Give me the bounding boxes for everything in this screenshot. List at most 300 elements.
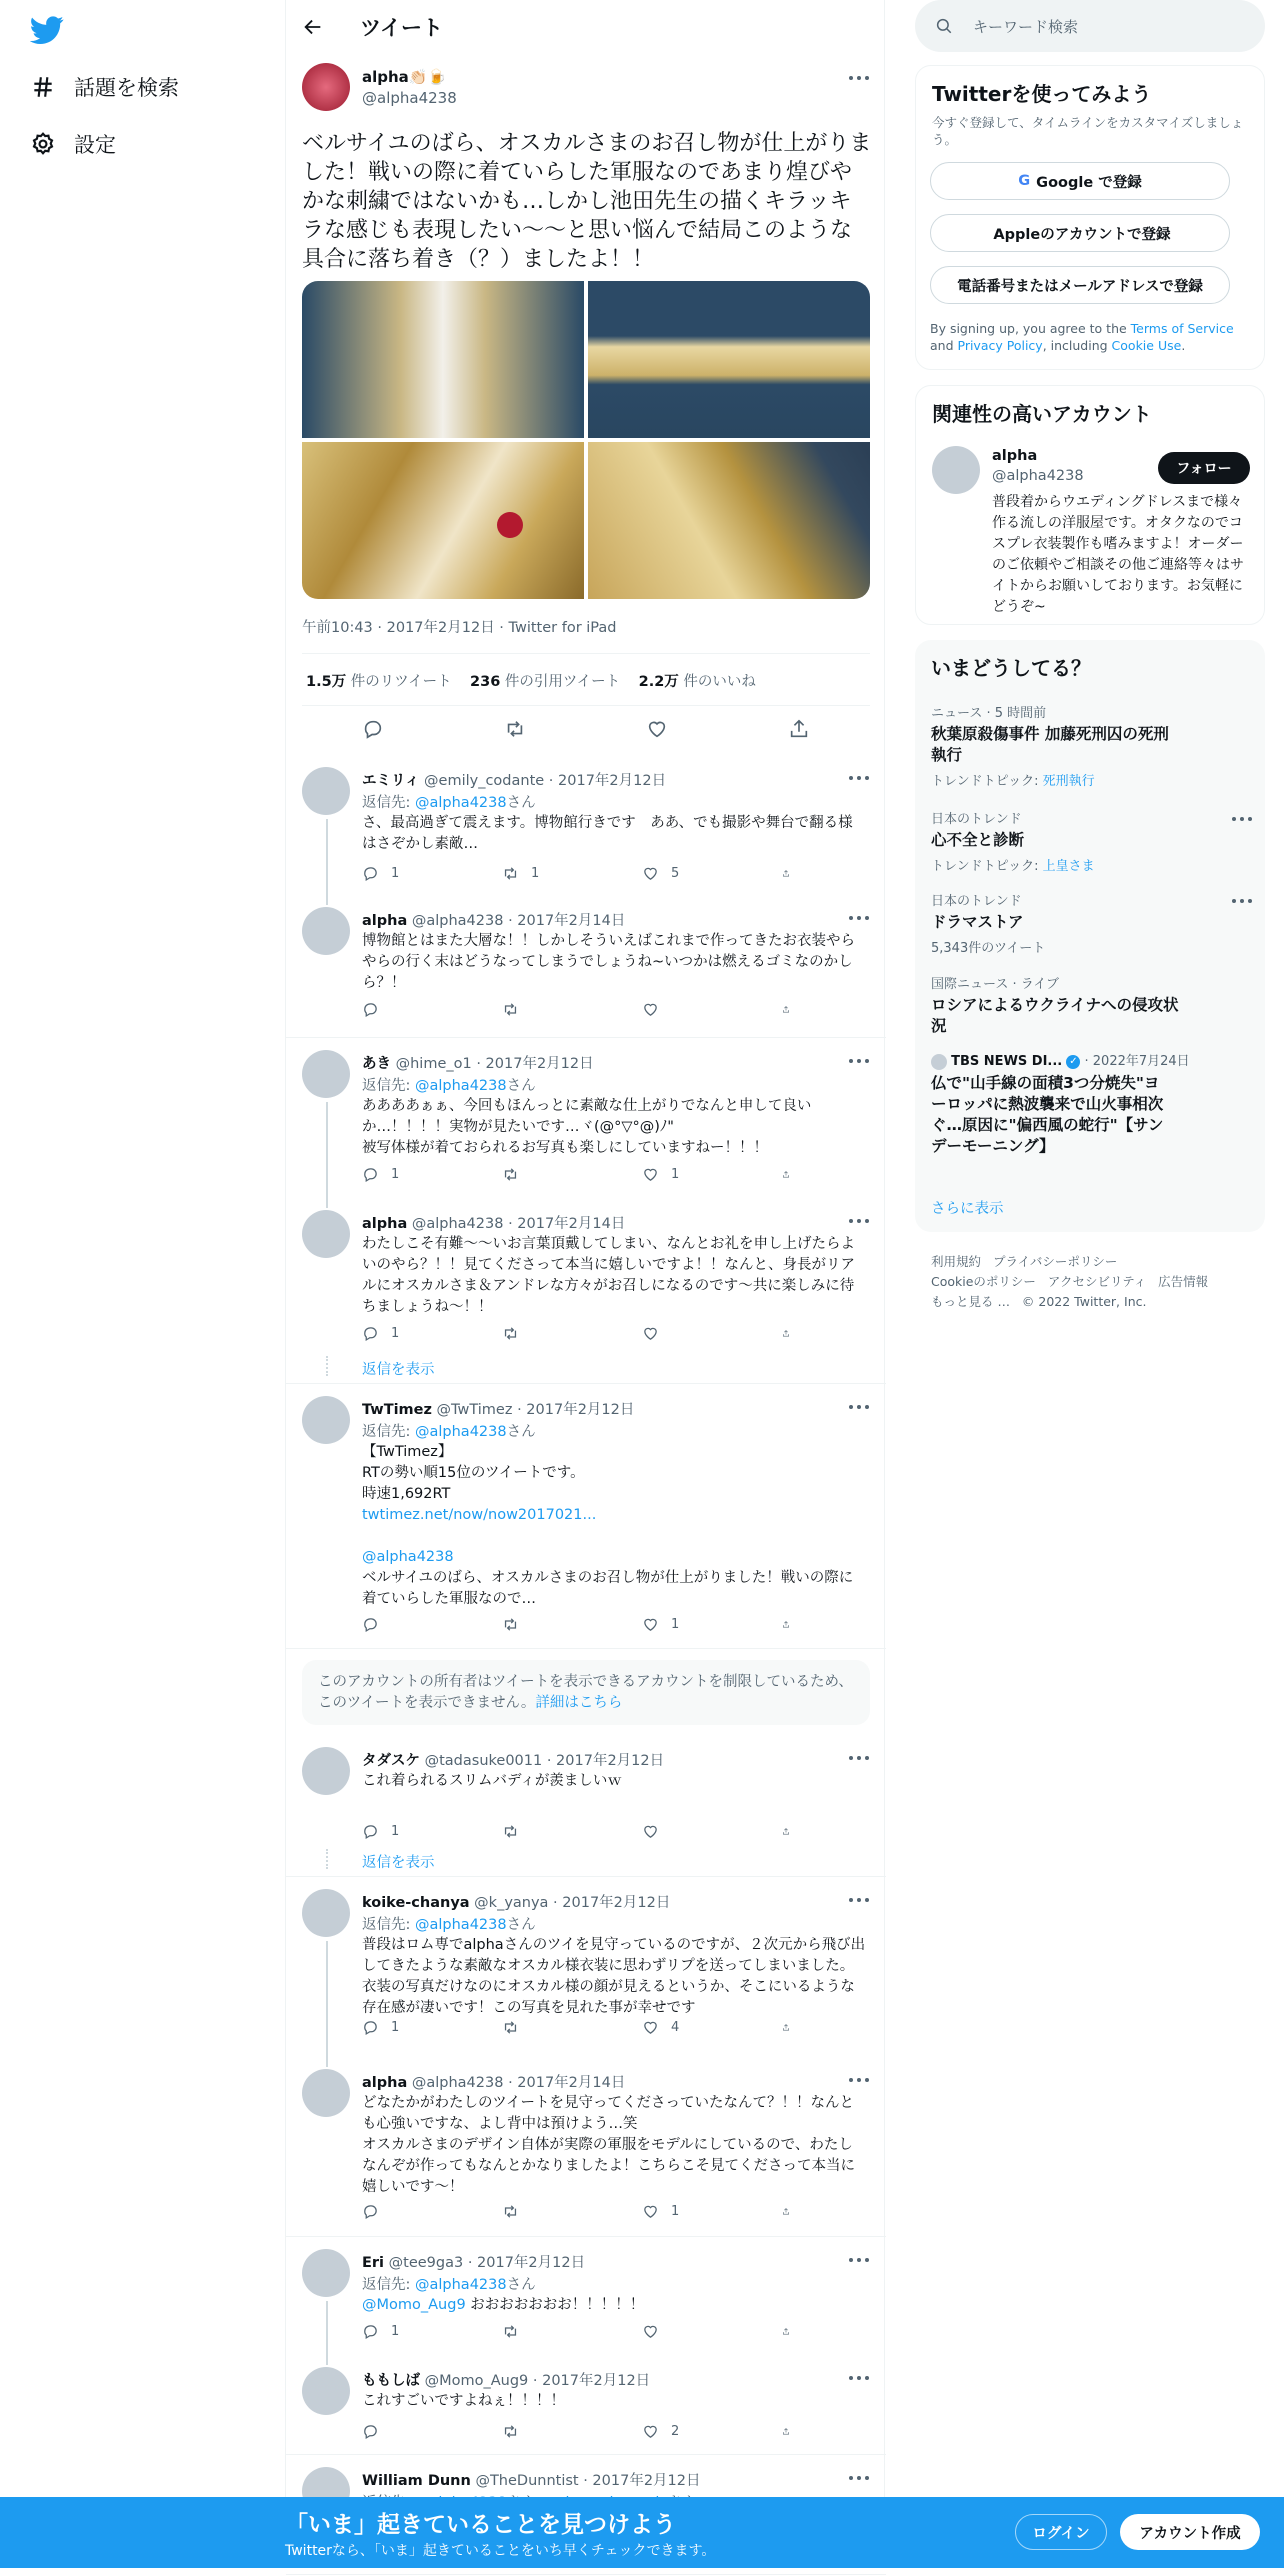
phone-signup-button[interactable] bbox=[930, 266, 1230, 304]
reply-meta[interactable]: @alpha4238 · 2017年2月14日 bbox=[411, 1216, 626, 1232]
like-count: 1 bbox=[671, 1166, 680, 1182]
reply-tweet[interactable] bbox=[286, 755, 886, 895]
quote-label: 件の引用ツイート bbox=[500, 674, 621, 690]
reply-author[interactable]: ももしば bbox=[362, 2373, 420, 2389]
related-bio: 普段着からウエディングドレスまで様々作る流しの洋服屋です。オタクなのでコスプレ衣装製作も嗜みますよ！オーダーのご依頼やご相談その他ご連絡等々はサイトからお願いしております。お気軽にどうぞ~ bbox=[992, 494, 1244, 615]
reply-tweet[interactable] bbox=[286, 2237, 886, 2355]
nav-settings-label: 設定 bbox=[74, 133, 116, 157]
trend-sub: 5,343件のツイート bbox=[931, 941, 1046, 956]
reply-author[interactable]: TwTimez bbox=[362, 1402, 432, 1418]
like-button[interactable] bbox=[642, 1821, 752, 1841]
search-box[interactable] bbox=[915, 0, 1265, 52]
reply-meta[interactable]: @hime_o1 · 2017年2月12日 bbox=[395, 1056, 594, 1072]
footer-terms[interactable]: 利用規約 bbox=[931, 1254, 982, 1269]
reply-tweet[interactable] bbox=[286, 1038, 886, 1198]
share-button[interactable] bbox=[782, 1821, 802, 1841]
search-icon bbox=[935, 17, 953, 35]
retweet-button[interactable] bbox=[502, 999, 612, 1019]
gear-icon bbox=[30, 131, 56, 157]
like-icon bbox=[642, 1823, 659, 1840]
retweet-icon bbox=[502, 1325, 519, 1342]
google-signup-button[interactable] bbox=[930, 162, 1230, 200]
reply-icon bbox=[362, 1823, 379, 1840]
like-button[interactable] bbox=[642, 2201, 752, 2221]
thread-line bbox=[326, 1198, 328, 1208]
reply-text bbox=[362, 1096, 867, 1159]
media-photo-1[interactable] bbox=[302, 281, 584, 438]
reply-icon bbox=[362, 1001, 379, 1018]
reply-actions bbox=[362, 1323, 802, 1343]
avatar[interactable] bbox=[302, 1889, 350, 1937]
reply-text bbox=[362, 2391, 867, 2412]
reply-body: おおおおおおお！！！！！ bbox=[465, 2297, 645, 2313]
reply-to bbox=[362, 1074, 536, 1095]
reply-button[interactable] bbox=[362, 2321, 472, 2341]
footer-privacy[interactable]: プライバシーポリシー bbox=[992, 1254, 1118, 1269]
thread-line bbox=[326, 1941, 328, 2057]
author-name[interactable]: alpha👏🏻🍺 bbox=[362, 68, 447, 86]
reply-button[interactable] bbox=[362, 1821, 472, 1841]
thread-dots bbox=[326, 1356, 328, 1376]
tweet-stats bbox=[306, 670, 756, 691]
share-icon bbox=[782, 1325, 790, 1342]
retweet-icon bbox=[502, 1823, 519, 1840]
like-icon bbox=[642, 2019, 659, 2036]
mention-link[interactable]: @Momo_Aug9 bbox=[362, 2297, 466, 2313]
reply-icon bbox=[362, 2423, 379, 2440]
learn-more-link[interactable]: 詳細はこちら bbox=[535, 1695, 623, 1711]
related-title: 関連性の高いアカウント bbox=[932, 402, 1152, 426]
more-icon[interactable] bbox=[848, 775, 870, 781]
reply-author[interactable]: koike-chanya bbox=[362, 1895, 470, 1911]
thread-line bbox=[326, 819, 328, 895]
footer-ads[interactable]: 広告情報 bbox=[1158, 1274, 1209, 1289]
more-icon[interactable] bbox=[848, 1218, 870, 1224]
reply-header bbox=[362, 1212, 625, 1233]
reply-icon bbox=[362, 1166, 379, 1183]
more-icon[interactable] bbox=[848, 1404, 870, 1410]
reply-icon[interactable] bbox=[362, 718, 384, 740]
related-name[interactable]: alpha bbox=[992, 448, 1038, 464]
retweet-button[interactable] bbox=[502, 2017, 612, 2037]
nav-settings[interactable] bbox=[30, 124, 116, 164]
avatar[interactable] bbox=[302, 2249, 350, 2297]
privacy-link[interactable]: Privacy Policy bbox=[957, 338, 1043, 353]
reply-tweet[interactable] bbox=[286, 1877, 886, 2057]
reply-tweet[interactable] bbox=[286, 2355, 886, 2455]
retweet-icon bbox=[502, 1166, 519, 1183]
more-icon[interactable] bbox=[1231, 816, 1253, 822]
follow-button[interactable]: フォロー bbox=[1158, 452, 1250, 484]
reply-header bbox=[362, 1052, 594, 1073]
reply-meta[interactable]: @tadasuke0011 · 2017年2月12日 bbox=[424, 1753, 665, 1769]
avatar[interactable] bbox=[302, 1396, 350, 1444]
reply-tweet[interactable] bbox=[286, 1735, 886, 1877]
reply-to-label: さん bbox=[506, 2277, 536, 2293]
jewel-icon bbox=[497, 512, 523, 538]
more-icon[interactable] bbox=[848, 2475, 870, 2481]
twitter-logo-icon[interactable] bbox=[30, 12, 70, 52]
share-button[interactable] bbox=[782, 2421, 802, 2441]
retweet-icon bbox=[502, 2323, 519, 2340]
reply-body: ベルサイユのばら、オスカルさまのお召し物が仕上がりました！戦いの際に着ていらした軍服なので… bbox=[362, 1570, 854, 1607]
trend-item[interactable] bbox=[931, 890, 1231, 956]
verified-icon: ✓ bbox=[1066, 1055, 1080, 1069]
reply-to bbox=[362, 1420, 536, 1441]
login-button[interactable]: ログイン bbox=[1015, 2514, 1107, 2550]
more-icon[interactable] bbox=[1231, 898, 1253, 904]
reply-header bbox=[362, 2251, 585, 2272]
retweet-button[interactable] bbox=[502, 2421, 612, 2441]
signup-title: Twitterを使ってみよう bbox=[932, 82, 1152, 106]
trend-meta: 国際ニュース · ライブ bbox=[931, 977, 1059, 992]
like-button[interactable] bbox=[642, 1614, 752, 1634]
reply-to-label: さん bbox=[506, 795, 536, 811]
show-more-link[interactable]: さらに表示 bbox=[931, 1201, 1004, 1217]
signup-subtitle: 今すぐ登録して、タイムラインをカスタマイズしましょう。 bbox=[932, 115, 1244, 147]
like-button[interactable] bbox=[642, 2017, 752, 2037]
thread-dots bbox=[326, 1849, 328, 1869]
avatar[interactable] bbox=[302, 2069, 350, 2117]
terms-link[interactable]: Terms of Service bbox=[1130, 321, 1234, 336]
reply-text bbox=[362, 2093, 867, 2198]
avatar[interactable] bbox=[302, 767, 350, 815]
reply-actions bbox=[362, 1614, 802, 1634]
footer-more[interactable]: もっと見る … bbox=[931, 1294, 1010, 1309]
reply-to bbox=[362, 2273, 536, 2294]
trend-topic-link[interactable]: 上皇さま bbox=[1042, 859, 1095, 874]
like-button[interactable] bbox=[642, 2321, 752, 2341]
share-button[interactable] bbox=[782, 1323, 802, 1343]
media-photo-3[interactable] bbox=[302, 442, 584, 599]
retweet-icon bbox=[502, 2203, 519, 2220]
like-icon bbox=[642, 1166, 659, 1183]
reply-author[interactable]: alpha bbox=[362, 913, 408, 929]
cookie-link[interactable]: Cookie Use bbox=[1111, 338, 1182, 353]
reply-text bbox=[362, 1771, 867, 1792]
more-icon[interactable] bbox=[848, 2257, 870, 2263]
terms-text: By signing up, you agree to the bbox=[930, 321, 1131, 336]
reply-author[interactable]: エミリィ bbox=[362, 773, 420, 789]
mention-link[interactable]: @alpha4238 bbox=[362, 1549, 454, 1565]
mention-link[interactable]: @alpha4238 bbox=[415, 1424, 507, 1440]
mention-link[interactable]: @alpha4238 bbox=[415, 795, 507, 811]
reply-actions bbox=[362, 1821, 802, 1841]
reply-button[interactable] bbox=[362, 1614, 472, 1634]
reply-icon bbox=[362, 2323, 379, 2340]
reply-header bbox=[362, 1891, 670, 1912]
like-icon[interactable] bbox=[646, 718, 668, 740]
like-count: 1 bbox=[671, 2203, 680, 2219]
back-arrow-icon[interactable] bbox=[302, 16, 324, 38]
retweet-icon[interactable] bbox=[504, 718, 526, 740]
reply-count: 1 bbox=[391, 1166, 400, 1182]
trend-item[interactable] bbox=[931, 808, 1231, 874]
more-icon[interactable] bbox=[848, 2375, 870, 2381]
reply-tweet[interactable] bbox=[286, 895, 886, 1038]
reply-text bbox=[362, 1935, 867, 2019]
share-button[interactable] bbox=[782, 999, 802, 1019]
apple-signup-button[interactable] bbox=[930, 214, 1230, 252]
reply-tweet[interactable] bbox=[286, 2057, 886, 2237]
avatar[interactable] bbox=[932, 446, 980, 494]
create-account-button[interactable]: アカウント作成 bbox=[1120, 2514, 1260, 2550]
reply-button[interactable] bbox=[362, 2201, 472, 2221]
reply-meta[interactable]: @alpha4238 · 2017年2月14日 bbox=[411, 2075, 626, 2091]
more-icon[interactable] bbox=[848, 1058, 870, 1064]
reply-body: さ、最高過ぎて震えます。博物館行きです ああ、でも撮影や舞台で翻る様はさぞかし素敵… bbox=[362, 815, 853, 852]
more-icon[interactable] bbox=[848, 1755, 870, 1761]
related-handle[interactable]: @alpha4238 bbox=[992, 468, 1084, 484]
quote-count[interactable]: 236 bbox=[470, 674, 501, 690]
reply-button[interactable] bbox=[362, 999, 472, 1019]
share-button[interactable] bbox=[782, 2321, 802, 2341]
share-icon[interactable] bbox=[788, 718, 810, 740]
like-button[interactable] bbox=[642, 1323, 752, 1343]
reply-meta[interactable]: @k_yanya · 2017年2月12日 bbox=[474, 1895, 671, 1911]
trend-item[interactable] bbox=[931, 702, 1231, 789]
reply-header bbox=[362, 2369, 650, 2390]
reply-header bbox=[362, 1749, 664, 1770]
nav-explore-label: 話題を検索 bbox=[74, 76, 179, 100]
google-icon: G bbox=[1018, 173, 1031, 189]
avatar[interactable] bbox=[302, 907, 350, 955]
reply-button[interactable] bbox=[362, 1164, 472, 1184]
more-icon[interactable] bbox=[848, 2077, 870, 2083]
reply-author[interactable]: Eri bbox=[362, 2255, 385, 2271]
bottom-title: 「いま」起きていることを見つけよう bbox=[285, 2512, 676, 2538]
retweet-button[interactable] bbox=[502, 1614, 612, 1634]
reply-icon bbox=[362, 2019, 379, 2036]
trend-meta: 日本のトレンド bbox=[931, 894, 1022, 909]
reply-to bbox=[362, 791, 536, 812]
reply-author[interactable]: タダスケ bbox=[362, 1753, 420, 1769]
like-button[interactable] bbox=[642, 2421, 752, 2441]
trend-name: ドラマストア bbox=[931, 913, 1024, 931]
signup-card bbox=[915, 65, 1265, 370]
share-icon bbox=[782, 2423, 790, 2440]
reply-count: 1 bbox=[391, 865, 400, 881]
retweet-button[interactable] bbox=[502, 2201, 612, 2221]
reply-button[interactable] bbox=[362, 1323, 472, 1343]
reply-to-label: 返信先: bbox=[362, 1917, 415, 1933]
terms-text: , including bbox=[1042, 338, 1112, 353]
share-icon bbox=[782, 2323, 790, 2340]
share-icon bbox=[782, 865, 790, 882]
avatar[interactable] bbox=[302, 1050, 350, 1098]
reply-button[interactable] bbox=[362, 2017, 472, 2037]
trend-meta: ニュース · 5 時間前 bbox=[931, 706, 1047, 721]
reply-body: どなたかがわたしのツイートを見守ってくださっていたなんて？！！なんとも心強いですな、よし背中は預けよう…笑 オスカルさまのデザイン自体が実際の軍服をモデルにしているので、わたしなんぞが作ってもなんとかなりましたよ！こちらこそ見てくださって本当に嬉しいです～！ bbox=[362, 2095, 855, 2195]
reply-button[interactable] bbox=[362, 863, 472, 883]
reply-meta[interactable]: @alpha4238 · 2017年2月14日 bbox=[411, 913, 626, 929]
reply-author[interactable]: alpha bbox=[362, 2075, 408, 2091]
like-count: 2 bbox=[671, 2423, 680, 2439]
more-icon[interactable] bbox=[848, 75, 870, 81]
retweet-button[interactable] bbox=[502, 1323, 612, 1343]
thread-line bbox=[326, 1102, 328, 1198]
share-icon bbox=[782, 1001, 790, 1018]
reply-header bbox=[362, 2071, 625, 2092]
more-icon[interactable] bbox=[848, 915, 870, 921]
retweet-button[interactable] bbox=[502, 2321, 612, 2341]
show-replies-link[interactable]: 返信を表示 bbox=[362, 1362, 435, 1378]
trend-meta: 日本のトレンド bbox=[931, 812, 1022, 827]
retweet-button[interactable] bbox=[502, 863, 612, 883]
thread-line bbox=[326, 2057, 328, 2067]
share-button[interactable] bbox=[782, 2201, 802, 2221]
footer-accessibility[interactable]: アクセシビリティ bbox=[1047, 1274, 1147, 1289]
like-icon bbox=[642, 2423, 659, 2440]
tweet-timestamp[interactable]: 午前10:43 · 2017年2月12日 · Twitter for iPad bbox=[302, 620, 617, 636]
reply-author[interactable]: alpha bbox=[362, 1216, 408, 1232]
divider bbox=[302, 653, 870, 654]
signup-terms bbox=[930, 320, 1250, 354]
reply-text bbox=[362, 813, 867, 855]
avatar[interactable] bbox=[302, 63, 350, 111]
external-link[interactable]: twtimez.net/now/now2017021... bbox=[362, 1507, 597, 1523]
reply-actions bbox=[362, 863, 802, 883]
reply-meta[interactable]: @TheDunntist · 2017年2月12日 bbox=[475, 2473, 701, 2489]
footer-copyright: © 2022 Twitter, Inc. bbox=[1021, 1294, 1147, 1309]
reply-header bbox=[362, 769, 666, 790]
trend-item[interactable] bbox=[931, 973, 1231, 1037]
reply-to-label: さん bbox=[506, 1917, 536, 1933]
like-icon bbox=[642, 865, 659, 882]
author-handle[interactable]: @alpha4238 bbox=[362, 89, 457, 107]
reply-body: これ着られるスリムバディが羨ましいｗ bbox=[362, 1773, 622, 1789]
like-count[interactable]: 2.2万 bbox=[638, 674, 679, 690]
reply-author[interactable]: あき bbox=[362, 1056, 391, 1072]
reply-text bbox=[362, 1442, 867, 1610]
reply-count: 1 bbox=[391, 1325, 400, 1341]
share-icon bbox=[782, 2019, 790, 2036]
share-button[interactable] bbox=[782, 1614, 802, 1634]
trend-item[interactable] bbox=[931, 1050, 1231, 1157]
reply-to-label: 返信先: bbox=[362, 795, 415, 811]
reply-actions bbox=[362, 2017, 802, 2037]
share-icon bbox=[782, 2203, 790, 2220]
trend-name: 秋葉原殺傷事件 加藤死刑囚の死刑執行 bbox=[931, 725, 1169, 764]
reply-body: わたしこそ有難～～いお言葉頂戴してしまい、なんとお礼を申し上げたらよいのやら？！！見てくださって本当に嬉しいですよ！！なんと、身長がリアルにオスカルさま＆アンドレな方々がお召しになるのです～共に楽しみに待ちましょうね～！！ bbox=[362, 1236, 855, 1315]
more-icon[interactable] bbox=[848, 1897, 870, 1903]
reply-header bbox=[362, 2469, 701, 2490]
reply-body: 博物館とはまた大層な！！しかしそういえばこれまで作ってきたお衣装やらやらの行く末はどうなってしまうでしょうね~いつかは燃えるゴミなのかしら？！ bbox=[362, 933, 855, 991]
tweet-text: ベルサイユのばら、オスカルさまのお召し物が仕上がりました！戦いの際に着ていらした軍服なのであまり煌びやかな刺繍ではないかも…しかし池田先生の描くキラッキラな感じも表現したい〜〜と思い悩んで結局このような具合に落ち着き（？）ましたよ！！ bbox=[302, 131, 872, 272]
like-icon bbox=[642, 1616, 659, 1633]
reply-tweet[interactable] bbox=[286, 1384, 886, 1649]
share-icon bbox=[782, 1616, 790, 1633]
retweet-button[interactable] bbox=[502, 1164, 612, 1184]
like-button[interactable] bbox=[642, 863, 752, 883]
share-button[interactable] bbox=[782, 2017, 802, 2037]
reply-meta[interactable]: @tee9ga3 · 2017年2月12日 bbox=[388, 2255, 586, 2271]
retweet-count: 1 bbox=[531, 865, 540, 881]
avatar[interactable] bbox=[302, 1747, 350, 1795]
main-column bbox=[285, 0, 885, 2568]
reply-tweet[interactable] bbox=[286, 1198, 886, 1384]
reply-meta[interactable]: @emily_codante · 2017年2月12日 bbox=[424, 773, 667, 789]
main-tweet bbox=[286, 53, 886, 753]
google-signup-label: Google で登録 bbox=[1036, 174, 1142, 191]
reply-body: これすごいですよねぇ！！！！ bbox=[362, 2393, 565, 2409]
trend-name: 心不全と診断 bbox=[931, 831, 1025, 849]
reply-icon bbox=[362, 1616, 379, 1633]
retweet-count[interactable]: 1.5万 bbox=[306, 674, 347, 690]
reply-text bbox=[362, 1234, 867, 1318]
tweet-media[interactable] bbox=[302, 281, 870, 599]
page-title: ツイート bbox=[360, 15, 443, 40]
nav-explore[interactable] bbox=[30, 67, 179, 107]
retweet-icon bbox=[502, 1616, 519, 1633]
apple-signup-label: Appleのアカウントで登録 bbox=[993, 226, 1171, 243]
reply-actions bbox=[362, 2321, 802, 2341]
reply-icon bbox=[362, 865, 379, 882]
mention-link[interactable]: @alpha4238 bbox=[415, 1078, 507, 1094]
media-photo-2[interactable] bbox=[588, 281, 870, 438]
share-button[interactable] bbox=[782, 863, 802, 883]
reply-body: 普段はロム専でalphaさんのツイを見守っているのですが、２次元から飛び出してきたような素敵なオスカル様衣装に思わずリプを送ってしまいました。衣装の写真だけなのにオスカル様の顔が見えるというか、そこにいるような存在感が凄いです！この写真を見れた事が幸せです bbox=[362, 1937, 866, 2016]
search-input[interactable]: キーワード検索 bbox=[973, 17, 1079, 36]
reply-count: 1 bbox=[391, 1823, 400, 1839]
divider bbox=[302, 705, 870, 706]
reply-count: 1 bbox=[391, 2019, 400, 2035]
reply-meta[interactable]: @Momo_Aug9 · 2017年2月12日 bbox=[424, 2373, 651, 2389]
reply-author[interactable]: William Dunn bbox=[362, 2473, 471, 2489]
share-button[interactable] bbox=[782, 1164, 802, 1184]
terms-text: and bbox=[930, 338, 958, 353]
left-nav bbox=[0, 0, 285, 2568]
trend-date: · 2022年7月24日 bbox=[1080, 1054, 1190, 1069]
trend-sub: トレンドトピック: bbox=[931, 859, 1043, 874]
reply-body: 【TwTimez】 RTの勢い順15位のツイートです。 時速1,692RT bbox=[362, 1444, 585, 1502]
retweet-icon bbox=[502, 2423, 519, 2440]
reply-actions bbox=[362, 1164, 802, 1184]
mention-link[interactable]: @alpha4238 bbox=[415, 2277, 507, 2293]
avatar[interactable] bbox=[302, 1210, 350, 1258]
mention-link[interactable]: @alpha4238 bbox=[415, 1917, 507, 1933]
footer-cookie[interactable]: Cookieのポリシー bbox=[931, 1274, 1036, 1289]
reply-meta[interactable]: @TwTimez · 2017年2月12日 bbox=[436, 1402, 635, 1418]
bottom-signup-bar bbox=[0, 2497, 1284, 2568]
reply-button[interactable] bbox=[362, 2421, 472, 2441]
reply-text bbox=[362, 2295, 867, 2316]
media-photo-4[interactable] bbox=[588, 442, 870, 599]
like-count: 1 bbox=[671, 1616, 680, 1632]
show-replies-link[interactable]: 返信を表示 bbox=[362, 1855, 435, 1871]
avatar bbox=[931, 1054, 947, 1070]
reply-actions bbox=[362, 2201, 802, 2221]
footer-links bbox=[931, 1252, 1251, 1312]
reply-to-label: 返信先: bbox=[362, 1078, 415, 1094]
main-tweet-actions bbox=[302, 718, 870, 748]
reply-icon bbox=[362, 1325, 379, 1342]
trend-topic-link[interactable]: 死刑執行 bbox=[1042, 774, 1095, 789]
related-accounts-card bbox=[915, 385, 1265, 625]
retweet-button[interactable] bbox=[502, 1821, 612, 1841]
reply-count: 1 bbox=[391, 2323, 400, 2339]
phone-signup-label: 電話番号またはメールアドレスで登録 bbox=[957, 278, 1203, 295]
like-button[interactable] bbox=[642, 999, 752, 1019]
retweet-icon bbox=[502, 865, 519, 882]
retweet-icon bbox=[502, 1001, 519, 1018]
reply-to-label: さん bbox=[506, 1078, 536, 1094]
reply-header bbox=[362, 1398, 634, 1419]
restricted-notice bbox=[302, 1660, 870, 1725]
like-button[interactable] bbox=[642, 1164, 752, 1184]
avatar[interactable] bbox=[302, 2367, 350, 2415]
share-icon bbox=[782, 1166, 790, 1183]
